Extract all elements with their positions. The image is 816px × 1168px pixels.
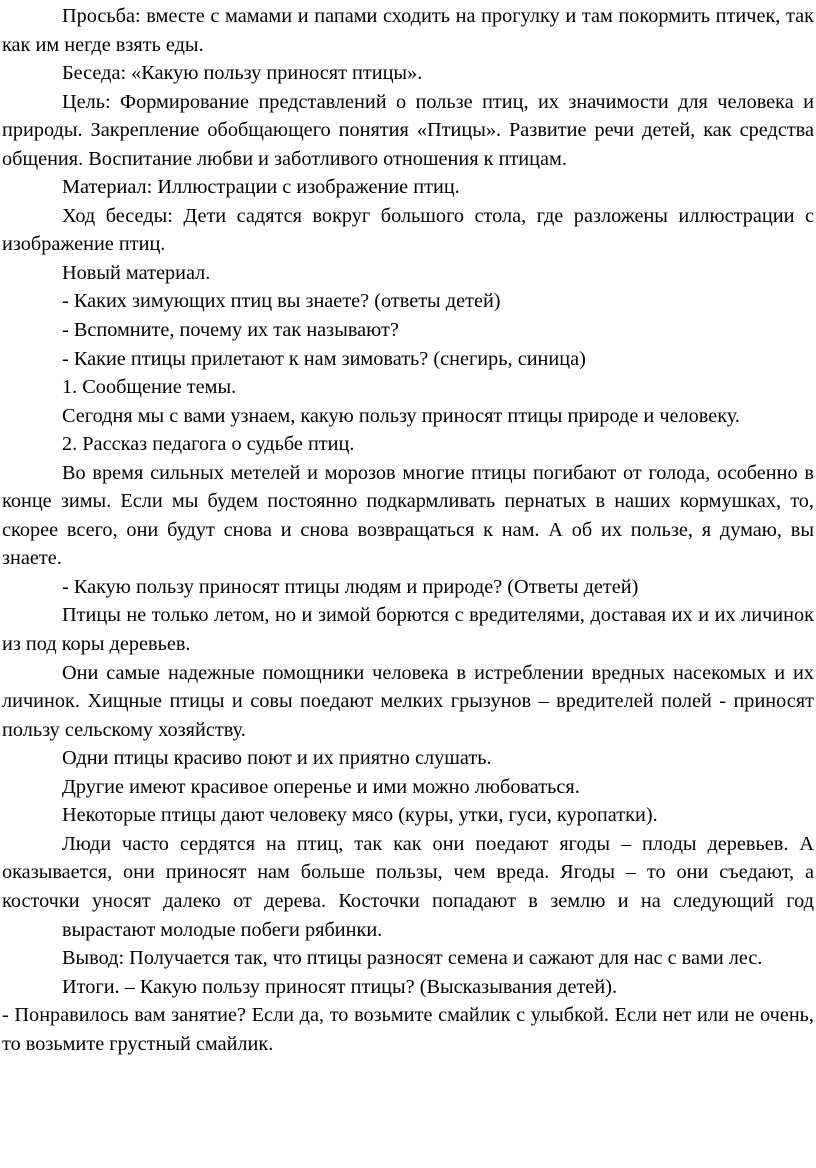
paragraph-conversation-title: Беседа: «Какую пользу приносят птицы». <box>62 62 423 85</box>
paragraph-question-3: - Какие птицы прилетают к нам зимовать? (снегирь, синица) <box>62 347 586 370</box>
paragraph-sprouts: вырастают молодые побеги рябинки. <box>62 918 383 941</box>
paragraph-pests: Птицы не только летом, но и зимой борются с вредителями, доставая их и их личинок из под коры деревьев. <box>2 604 814 656</box>
paragraph-story: Во время сильных метелей и морозов многие птицы погибают от голода, особенно в конце зимы. Если мы будем постоянно подкармливать пернатых в наших кормушках, то, скорее всего, они будут снова и снова возвращаться к нам. А об их пользе, я думаю, вы знаете. <box>2 461 814 570</box>
paragraph-meat: Некоторые птицы дают человеку мясо (куры, утки, гуси, куропатки). <box>62 804 658 827</box>
paragraph-goal: Цель: Формирование представлений о пользе птиц, их значимости для человека и природы. Закрепление обобщающего понятия «Птицы». Развитие речи детей, как средства общения. Воспитание любви и заботливого отношения к птицам. <box>2 90 814 170</box>
paragraph-topic: Сегодня мы с вами узнаем, какую пользу приносят птицы природе и человеку. <box>62 404 741 427</box>
paragraph-question-2: - Вспомните, почему их так называют? <box>62 319 399 342</box>
paragraph-question-1: - Каких зимующих птиц вы знаете? (ответы детей) <box>62 290 501 313</box>
paragraph-material: Материал: Иллюстрации с изображение птиц. <box>62 176 460 199</box>
paragraph-new-material: Новый материал. <box>62 261 211 284</box>
paragraph-request: Просьба: вместе с мамами и папами сходить на прогулку и там покормить птичек, так как им негде взять еды. <box>2 5 814 56</box>
paragraph-smiley: - Понравилось вам занятие? Если да, то возьмите смайлик с улыбкой. Если нет или не очень, то возьмите грустный смайлик. <box>2 1004 814 1055</box>
paragraph-berries: Люди часто сердятся на птиц, так как они поедают ягоды – плоды деревьев. А оказывается, они приносят нам больше пользы, чем вреда. Ягоды – то они съедают, а косточки уносят далеко от дерева. Косточки попадают в землю и на следующий год <box>2 832 814 912</box>
paragraph-conclusion: Вывод: Получается так, что птицы разносят семена и сажают для нас с вами лес. <box>62 947 763 970</box>
paragraph-course: Ход беседы: Дети садятся вокруг большого стола, где разложены иллюстрации с изображение птиц. <box>2 204 814 256</box>
paragraph-singing: Одни птицы красиво поют и их приятно слушать. <box>62 747 492 770</box>
paragraph-results: Итоги. – Какую пользу приносят птицы? (Высказывания детей). <box>62 975 618 998</box>
paragraph-plumage: Другие имеют красивое оперенье и ими можно любоваться. <box>62 775 580 798</box>
paragraph-topic-heading: 1. Сообщение темы. <box>62 376 237 399</box>
paragraph-helpers: Они самые надежные помощники человека в истреблении вредных насекомых и их личинок. Хищные птицы и совы поедают мелких грызунов – вредителей полей - приносят пользу сельскому хозяйству. <box>2 661 814 741</box>
paragraph-story-heading: 2. Рассказ педагога о судьбе птиц. <box>62 433 355 456</box>
paragraph-question-4: - Какую пользу приносят птицы людям и природе? (Ответы детей) <box>62 575 639 598</box>
